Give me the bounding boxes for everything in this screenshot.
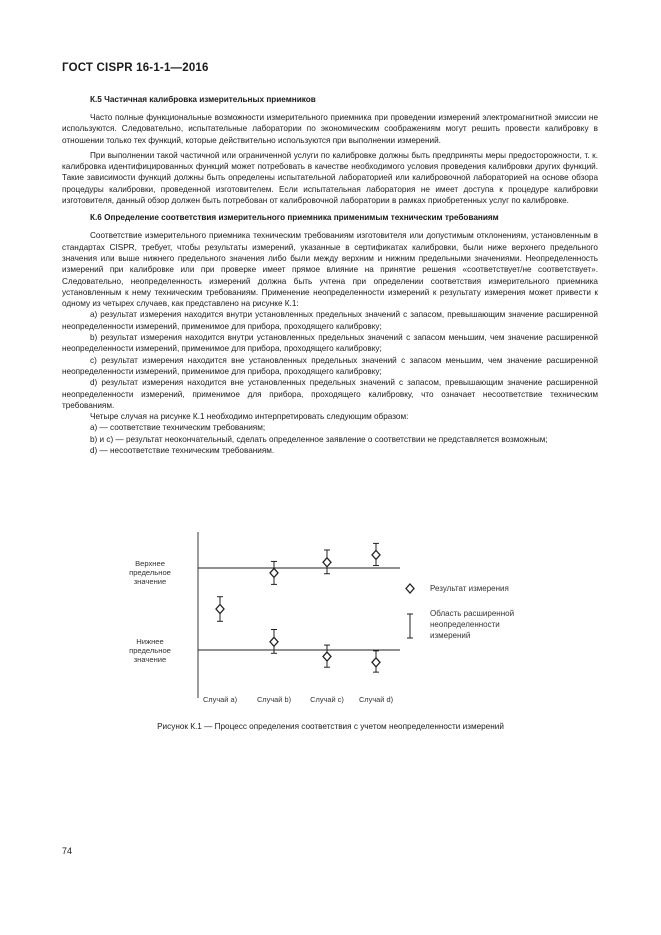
data-point-3-point [323, 558, 331, 567]
figure-k1-chart [110, 530, 550, 710]
data-point-4-point [323, 652, 331, 661]
section-heading-k6: К.6 Определение соответствия измерительного приемника применимым техническим требованиям [90, 213, 499, 223]
category-label-3: Случай d) [358, 695, 394, 704]
category-label-2: Случай c) [310, 695, 344, 704]
list-item: с) результат измерения находится вне установленных предельных значений с запасом меньшим, чем значение расширенной неопределенности измерений, применимое для прибора, проходящего калибровку; [62, 355, 598, 376]
paragraph: Четыре случая на рисунке К.1 необходимо интерпретировать следующим образом: [90, 412, 409, 422]
page-number: 74 [62, 846, 73, 856]
list-item: b) и с) — результат неокончательный, сделать определенное заявление о соответствии не представляется возможным; [90, 434, 548, 444]
data-point-5-point [372, 550, 380, 559]
document-body [62, 94, 598, 456]
paragraph: Соответствие измерительного приемника техническим требованиям изготовителя или допустимым отклонениям, установленным в стандартах CISPR, требует, чтобы результаты измерений, указанные в сертификатах калибровки, были ниже верхнего предельного значения или выше нижнего предельного значения либо были между верхним и нижним предельными значениями. Неопределенность измерений при калибровке или при проверке имеет прямое влияние на принятие решения «соответствует/не соответствует». Следовательно, неопределенность измерений должна быть учтена при определении соответствия измерительного приемника установленным к нему техническим требованиям. Применение неопределенности измерений к результату измерения может привести к одному из четырех случаев, как представлено на рисунке К.1: [62, 231, 598, 309]
legend-result-marker [406, 584, 414, 593]
list-item: а) — соответствие техническим требованиям; [90, 423, 266, 433]
list-item: b) результат измерения находится внутри установленных предельных значений с запасом меньшим, чем значение расширенной неопределенности измерений, применимое для прибора, проходящего калибровку; [62, 333, 598, 354]
legend-result-label: Результат измерения [430, 584, 509, 593]
category-label-1: Случай b) [256, 695, 292, 704]
document-header: ГОСТ CISPR 16-1-1—2016 [62, 62, 209, 74]
data-point-0-point [216, 605, 224, 614]
list-item: d) результат измерения находится вне установленных предельных значений с запасом, превышающим значение расширенной неопределенности измерений, применимое для прибора, проходящего калибровку, что означает несоответствие техническим требованиям. [62, 378, 598, 410]
data-point-6-point [372, 658, 380, 667]
category-label-0: Случай а) [202, 695, 238, 704]
section-heading-k5: К.5 Частичная калибровка измерительных приемников [90, 95, 316, 104]
data-point-1-point [270, 568, 278, 577]
list-item: а) результат измерения находится внутри установленных предельных значений с запасом, превышающим значение расширенной неопределенности измерений, применимое для прибора, проходящего калибровку; [62, 310, 598, 331]
legend-uncertainty-label: Область расширенной неопределенности измерений [430, 609, 515, 640]
figure-caption: Рисунок К.1 — Процесс определения соответствия с учетом неопределенности измерений [157, 722, 504, 731]
list-item: d) — несоответствие техническим требованиям. [90, 446, 275, 456]
paragraph: Часто полные функциональные возможности измерительного приемника при проведении измерений электромагнитной эмиссии не используются. Следовательно, испытательные лаборатории по экономическим соображениям могут решить провести калибровку в отношении только тех функций, которые действительно используются при выполнении измерений. [62, 113, 598, 145]
lower-limit-label: Нижнее предельное значение [129, 637, 171, 664]
data-point-2-point [270, 637, 278, 646]
paragraph: При выполнении такой частичной или ограниченной услуги по калибровке должны быть предприняты меры предосторожности, т. к. калибровка идентифицированных функций может потребовать в качестве необходимого условия проведения калибровки других функций. Такие зависимости функций должны быть определены испытательной лабораторией или калибровочной лабораторией на основе обзора процедуры калибровки, проведенной изготовителем. Если испытательная лаборатория не имеет доступа к процедуре калибровки изготовителя, данный обзор должен быть потребован от калибровочной лаборатории в рамках приобретенных услуг по калибровке. [62, 150, 598, 206]
upper-limit-label: Верхнее предельное значение [129, 559, 171, 586]
